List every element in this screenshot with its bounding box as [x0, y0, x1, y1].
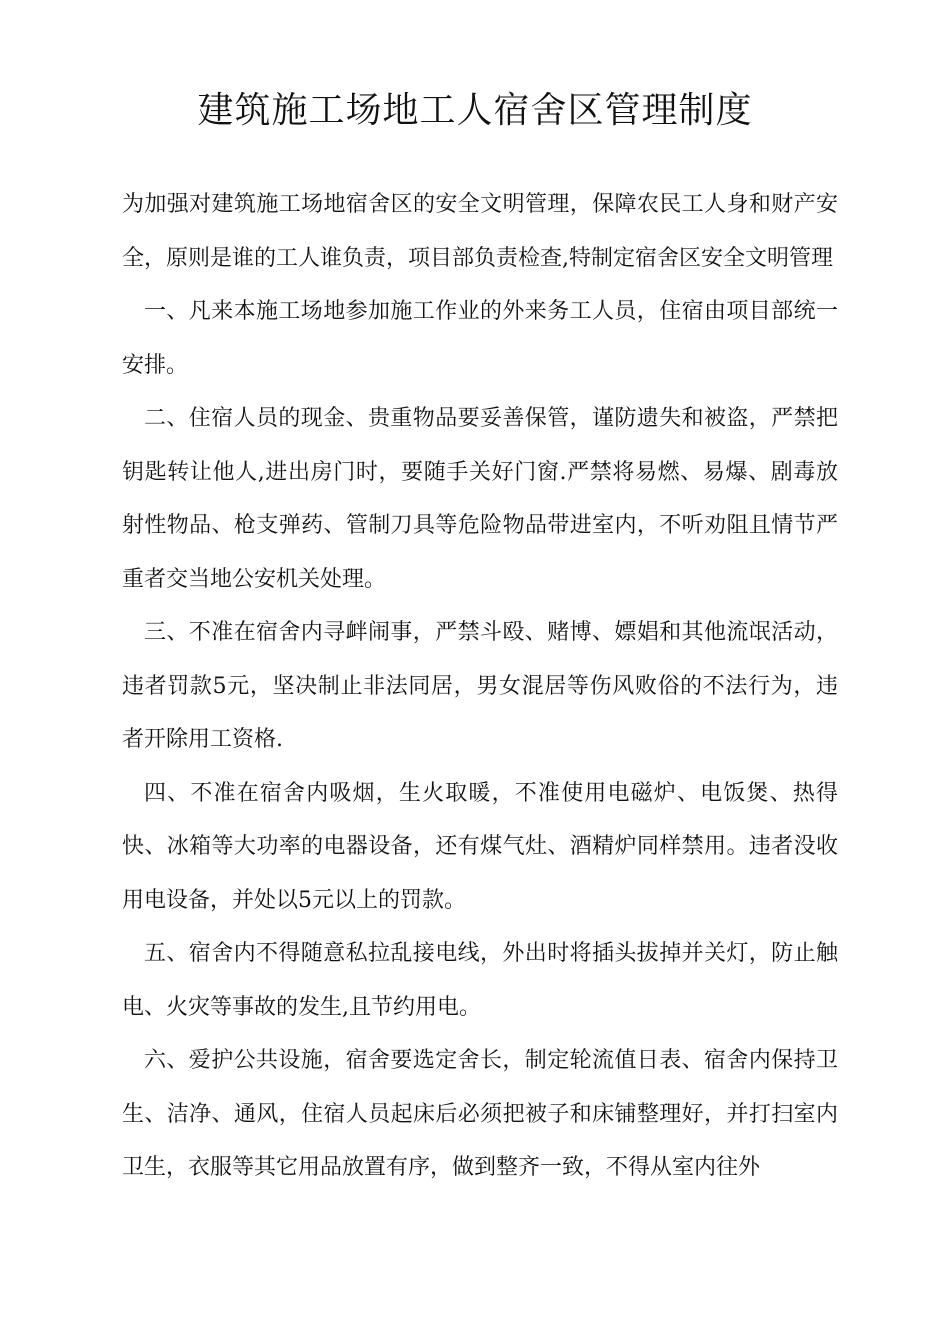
rule-paragraph-5: 五、宿舍内不得随意私拉乱接电线，外出时将插头拔掉并关灯，防止触电、火灾等事故的发生,且节约用电。	[122, 941, 838, 1020]
rule-paragraph-1: 一、凡来本施工场地参加施工作业的外来务工人员，住宿由项目部统一安排。	[122, 299, 838, 378]
document-title: 建筑施工场地工人宿舍区管理制度	[197, 90, 753, 131]
intro-paragraph: 为加强对建筑施工场地宿舍区的安全文明管理，保障农民工人身和财产安全，原则是谁的工人谁负责，项目部负责检查,特制定宿舍区安全文明管理	[122, 192, 838, 271]
rule-paragraph-2: 二、住宿人员的现金、贵重物品要妥善保管，谨防遗失和被盗，严禁把钥匙转让他人,进出房门时，要随手关好门窗.严禁将易燃、易爆、剧毒放射性物品、枪支弹药、管制刀具等危险物品带进室内，不听劝阻且情节严重者交当地公安机关处理。	[122, 406, 838, 592]
rule-paragraph-4: 四、不准在宿舍内吸烟，生火取暖，不准使用电磁炉、电饭煲、热得快、冰箱等大功率的电器设备，还有煤气灶、酒精炉同样禁用。违者没收用电设备，并处以5元以上的罚款。	[122, 780, 838, 913]
rule-paragraph-6: 六、爱护公共设施，宿舍要选定舍长，制定轮流值日表、宿舍内保持卫生、洁净、通风，住宿人员起床后必须把被子和床铺整理好，并打扫室内卫生，衣服等其它用品放置有序，做到整齐一致，不得从室内往外	[122, 1048, 838, 1180]
rule-paragraph-3: 三、不准在宿舍内寻衅闹事，严禁斗殴、赌博、嫖娼和其他流氓活动，违者罚款5元，坚决制止非法同居，男女混居等伤风败俗的不法行为，违者开除用工资格.	[122, 620, 838, 752]
document-body	[122, 178, 838, 1195]
